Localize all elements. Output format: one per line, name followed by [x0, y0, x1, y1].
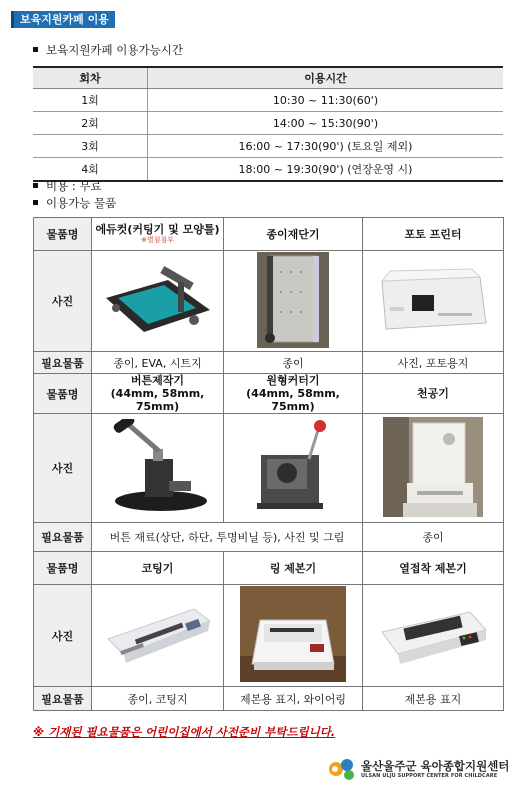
photo-circle-cutter-cell — [224, 414, 363, 523]
table-row — [34, 414, 504, 523]
item-name-circle-cutter — [224, 374, 363, 414]
ring-binder-image — [240, 586, 346, 682]
item-name-label: 물품명 — [34, 374, 92, 414]
item-name-ring-binder: 링 제본기 — [224, 552, 363, 585]
hours-heading: 보육지원카페 이용가능시간 — [46, 43, 183, 57]
time-cell: 18:00 ~ 19:30(90') (연장운영 시) — [148, 158, 504, 182]
photo-printer-cell — [363, 251, 504, 352]
item-name-label: 물품명 — [34, 552, 92, 585]
photo-punch-cell — [363, 414, 504, 523]
item-photo-label: 사진 — [34, 251, 92, 352]
bullet-square-icon — [33, 47, 38, 52]
item-name-label: 물품명 — [34, 218, 92, 251]
item-note: ※별첨첨부 — [141, 236, 174, 244]
item-photo-label: 사진 — [34, 585, 92, 687]
item-name-text: 원형커터기 — [266, 374, 320, 387]
table-row — [34, 251, 504, 352]
laminator-image — [102, 601, 214, 667]
bullet-square-icon — [33, 200, 38, 205]
logo-english-name: ULSAN ULJU SUPPORT CENTER FOR CHILDCARE — [361, 773, 498, 779]
table-row — [33, 158, 503, 182]
supplies-ring-binder: 제본용 표지, 와이어링 — [224, 687, 363, 711]
photo-paper-cutter-cell — [224, 251, 363, 352]
supplies-punch: 종이 — [363, 523, 504, 552]
supplies-thermal-binder: 제본용 표지 — [363, 687, 504, 711]
table-row — [34, 352, 504, 374]
photo-ring-binder-cell — [224, 585, 363, 687]
logo-mark-icon — [327, 756, 357, 781]
photo-thermal-binder-cell — [363, 585, 504, 687]
round-cell: 2회 — [33, 112, 148, 135]
items-heading-bullet — [33, 195, 116, 211]
table-row — [33, 89, 503, 112]
time-cell: 10:30 ~ 11:30(60') — [148, 89, 504, 112]
round-cell: 4회 — [33, 158, 148, 182]
footnote: ※ 기재된 필요물품은 어린이집에서 사전준비 부탁드립니다. — [33, 725, 336, 739]
center-logo — [327, 756, 512, 781]
item-name-paper-cutter: 종이재단기 — [224, 218, 363, 251]
item-supplies-label: 필요물품 — [34, 687, 92, 711]
table-row — [34, 523, 504, 552]
cutting-machine-image — [98, 260, 218, 340]
section-title: 보육지원카페 이용 — [11, 11, 115, 28]
table-row — [34, 687, 504, 711]
logo-korean-name: 울산울주군 육아종합지원센터 — [361, 759, 510, 773]
hours-heading-bullet — [33, 42, 183, 58]
item-supplies-label: 필요물품 — [34, 352, 92, 374]
time-cell: 14:00 ~ 15:30(90') — [148, 112, 504, 135]
fee-text: 비용 : 무료 — [46, 179, 102, 193]
button-maker-image — [103, 419, 213, 515]
table-row — [34, 374, 504, 414]
items-heading: 이용가능 물품 — [46, 196, 117, 210]
item-name-punch: 천공기 — [363, 374, 504, 414]
photo-printer-image — [372, 263, 494, 337]
item-name-photo-printer: 포토 프린터 — [363, 218, 504, 251]
item-sizes: (44mm, 58mm, 75mm) — [110, 387, 205, 413]
item-name-laminator: 코팅기 — [92, 552, 224, 585]
item-photo-label: 사진 — [34, 414, 92, 523]
bullet-square-icon — [33, 183, 38, 188]
table-row — [33, 135, 503, 158]
supplies-laminator: 종이, 코팅지 — [92, 687, 224, 711]
table-row — [34, 552, 504, 585]
fee-bullet — [33, 178, 102, 194]
hours-table — [33, 66, 503, 182]
round-cell: 1회 — [33, 89, 148, 112]
supplies-cutter: 종이, EVA, 시트지 — [92, 352, 224, 374]
item-name-cutter — [92, 218, 224, 251]
item-sizes: (44mm, 58mm, 75mm) — [246, 387, 340, 413]
item-name-text: 버튼제작기 — [130, 374, 185, 387]
column-header-time: 이용시간 — [148, 67, 504, 89]
time-cell: 16:00 ~ 17:30(90') (토요일 제외) — [148, 135, 504, 158]
item-name-button-maker — [92, 374, 224, 414]
thermal-binder-image — [374, 602, 492, 666]
column-header-round: 회차 — [33, 67, 148, 89]
photo-laminator-cell — [92, 585, 224, 687]
paper-cutter-image — [257, 252, 329, 348]
hours-table-header — [33, 67, 503, 89]
table-row — [34, 218, 504, 251]
items-table — [33, 217, 504, 711]
item-name-text: 에듀컷(커팅기 및 모양틀) — [95, 223, 220, 236]
round-cell: 3회 — [33, 135, 148, 158]
table-row — [34, 585, 504, 687]
circle-cutter-image — [247, 419, 339, 515]
supplies-photo-printer: 사진, 포토용지 — [363, 352, 504, 374]
supplies-paper-cutter: 종이 — [224, 352, 363, 374]
photo-cutter-cell — [92, 251, 224, 352]
punch-machine-image — [383, 417, 483, 517]
supplies-button-maker: 버튼 재료(상단, 하단, 투명비닐 등), 사진 및 그림 — [92, 523, 363, 552]
item-supplies-label: 필요물품 — [34, 523, 92, 552]
table-row — [33, 112, 503, 135]
item-name-thermal-binder: 열접착 제본기 — [363, 552, 504, 585]
photo-button-maker-cell — [92, 414, 224, 523]
